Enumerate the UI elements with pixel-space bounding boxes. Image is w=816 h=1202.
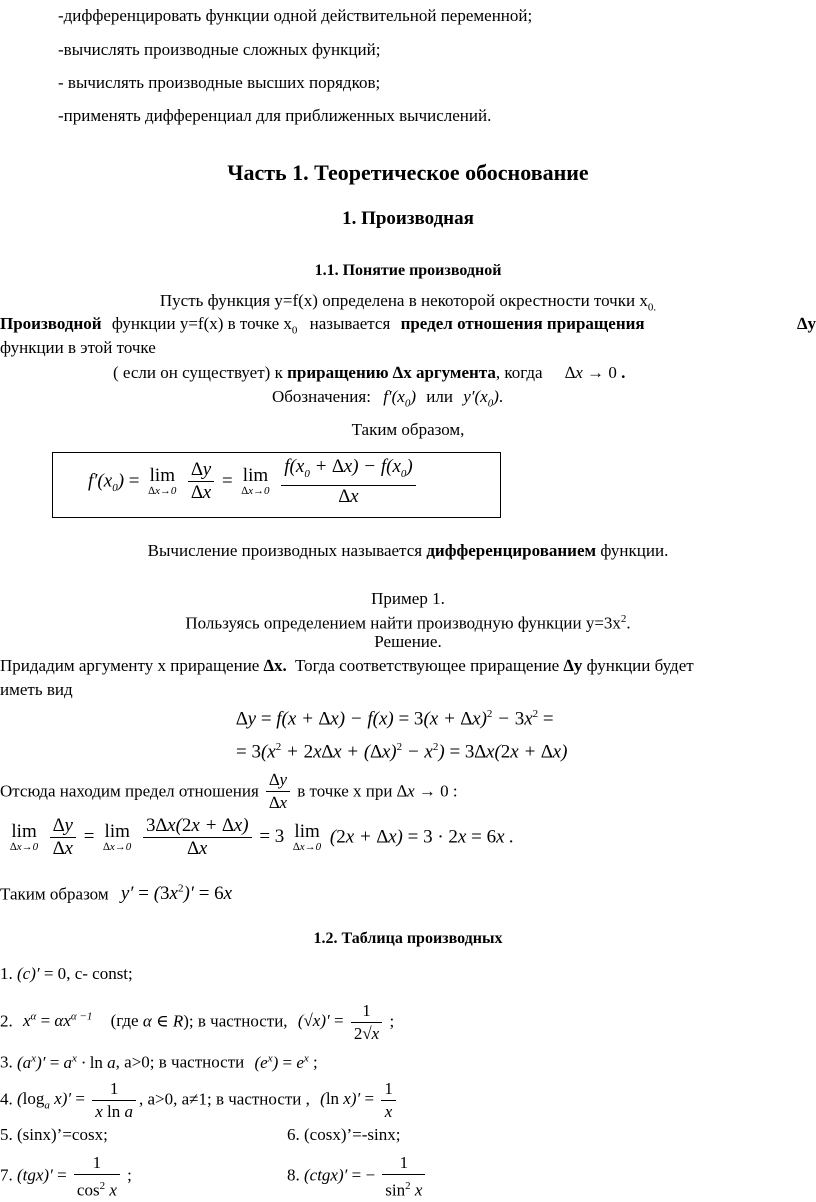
subsection-title: 1.2. Таблица производных (313, 930, 503, 947)
definition-line2: функции в этой точке (0, 338, 156, 357)
differentiation-def: Вычисление производных называется дифференцированием функции. (147, 541, 669, 560)
derivative-rule-1: 1. (c)′ = 0, с- const; (0, 964, 133, 983)
example-task: Пользуясь определением найти производную функции $y=3x^2$. (185, 613, 631, 633)
subsection-title: 1.1. Понятие производной (314, 262, 502, 279)
derivative-rule-6: 6. (cosx)’=-sinx; (287, 1125, 401, 1144)
limit-computation: lim ∆x→0 $\frac{\Delta y}{\Delta x}$ = lim ∆x→0 $\frac{3\Delta x(2x + \Delta x)}{\Delta x}$ = 3 lim ∆x→0 (2x + ∆x) = 3 · 2x = 6x . (10, 815, 515, 859)
definition-formula: $f'(x_0)$ = lim ∆x→0 $\frac{\Delta y}{\Delta x}$ = lim ∆x→0 $\frac{f(x_0 + \Delta x) - f(x_0)}{\Delta x}$ (88, 456, 419, 508)
derivative-rule-3: 3. $(a^x)' = a^x \cdot \ln a$, a>0; в частности $(e^x) = e^x$ ; (0, 1052, 318, 1072)
solution-label: Решение. (374, 632, 442, 651)
goal-item: - вычислять производные высших порядков; (58, 73, 381, 92)
ratio-line: Отсюда находим предел отношения $\frac{\Delta y}{\Delta x}$ в точке x при ∆x → 0 : (0, 770, 458, 812)
increment-formula-1: $\Delta y = f(x + \Delta x) - f(x) = 3(x + \Delta x)^2 - 3x^2$ = (236, 708, 554, 730)
result-line: Таким образом $y' = (3x^2)' = 6x$ (0, 883, 233, 905)
solution-line2: иметь вид (0, 680, 73, 699)
goal-item: -дифференцировать функции одной действительной переменной; (58, 6, 533, 25)
derivative-rule-2: 2. $x^\alpha = \alpha x^{\alpha -1}$ (где α ∈ R); в частности, (√x)′ = $\frac{1}{2√x}$ ; (0, 1001, 395, 1043)
section-title: 1. Производная (342, 208, 474, 229)
notation-line: Обозначения: $f'(x_0)$ или $y'(x_0)$. (272, 387, 504, 410)
part-title: Часть 1. Теоретическое обоснование (227, 160, 589, 185)
increment-formula-2: = $3(x^2 + 2x\Delta x + (\Delta x)^2 - x^2) = 3\Delta x(2x + \Delta x)$ (236, 741, 568, 763)
derivative-rule-5: 5. (sinx)’=cosx; (0, 1125, 108, 1144)
definition-term: Производной (0, 314, 102, 333)
definition-intro: Пусть функция y=f(x) определена в некоторой окрестности точки $x_{0.}$ (159, 291, 657, 314)
derivative-rule-7: 7. (tgx)′ = $\frac{1}{\cos^2 x}$ ; (0, 1153, 132, 1200)
definition-line: Производной функции y=f(x) в точке $x_0$ называется предел отношения приращения ∆y (0, 314, 816, 337)
solution-line: Придадим аргументу x приращение ∆x. Тогда соответствующее приращение ∆y функции будет (0, 656, 694, 675)
goal-item: -применять дифференциал для приближенных вычислений. (58, 106, 492, 125)
derivative-rule-8: 8. (ctgx)′ = − $\frac{1}{\sin^2 x}$ (287, 1152, 428, 1202)
thus-line: Таким образом, (351, 420, 465, 439)
example-title: Пример 1. (371, 589, 445, 608)
goal-item: -вычислять производные сложных функций; (58, 40, 381, 59)
definition-line3: ( если он существует) к приращению ∆x аргумента, когда ∆x → 0 . (113, 363, 626, 382)
derivative-rule-4: 4. ($\log_a$ x)′ = $\frac{1}{\text{x ln a}}$ , a>0, a≠1; в частности , (ln x)′ = $\frac{1}{x}$ (0, 1078, 399, 1123)
